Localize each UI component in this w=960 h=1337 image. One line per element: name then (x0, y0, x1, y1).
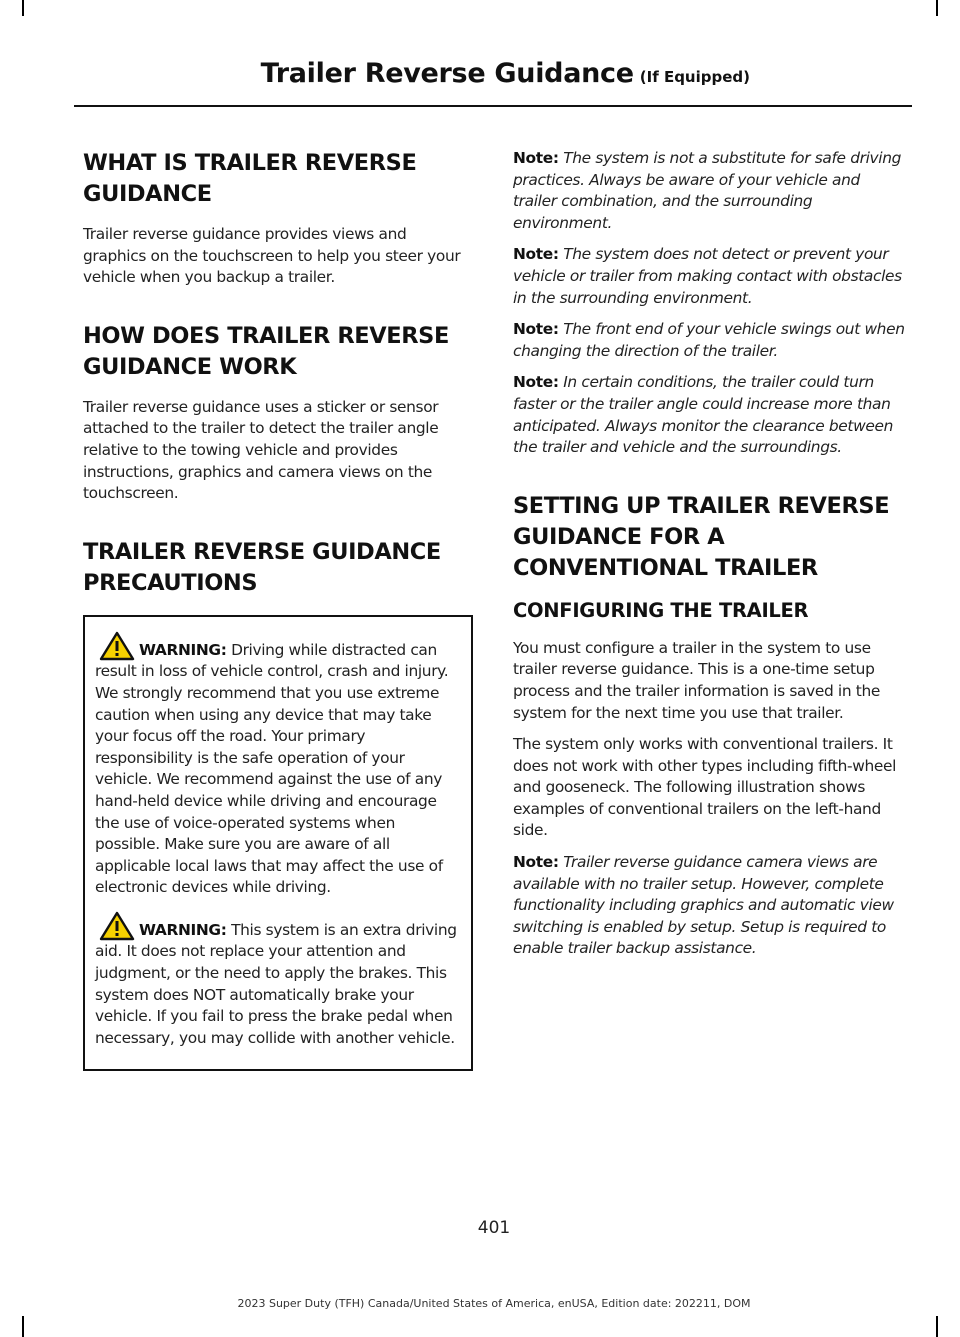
footer-text: 2023 Super Duty (TFH) Canada/United States of America, enUSA, Edition date: 202211, DOM (237, 1297, 751, 1310)
warning-2-label: WARNING: (139, 920, 227, 939)
page-number: 401 (477, 1218, 511, 1238)
note-2 (513, 244, 908, 309)
note-4-label: Note: (513, 373, 559, 392)
heading-configuring: CONFIGURING THE TRAILER (513, 598, 809, 622)
heading-precautions: TRAILER REVERSE GUIDANCE PRECAUTIONS (83, 538, 441, 596)
right-column (513, 148, 908, 970)
crop-mark-top-left (22, 0, 24, 16)
note-4 (513, 372, 908, 458)
crop-mark-top-right (936, 0, 938, 16)
note-4-text: In certain conditions, the trailer could turn faster or the trailer angle could increase more than anticipated. Always monitor the clearance between the trailer and vehicle and the surroundings. (513, 373, 893, 457)
note-1 (513, 148, 908, 234)
header-subtitle: (If Equipped) (639, 68, 750, 86)
warning-2 (95, 911, 463, 1050)
heading-what-is: WHAT IS TRAILER REVERSE GUIDANCE (83, 150, 417, 207)
warning-triangle-icon (99, 631, 135, 661)
header-title: Trailer Reverse Guidance (260, 58, 634, 89)
crop-mark-bottom-left (22, 1316, 24, 1337)
page-header (261, 58, 750, 89)
paragraph-how-does: Trailer reverse guidance uses a sticker or sensor attached to the trailer to detect the trailer angle relative to the towing vehicle and provides instructions, graphics and camera views on the touchscreen. (83, 397, 439, 503)
paragraph-what-is: Trailer reverse guidance provides views and graphics on the touchscreen to help you steer your vehicle when you backup a trailer. (83, 225, 461, 287)
paragraph-configuring-1: You must configure a trailer in the system to use trailer reverse guidance. This is a one-time setup process and the trailer information is saved in the system for the next time you use that trailer. (513, 638, 880, 722)
note-1-label: Note: (513, 149, 559, 167)
note-5 (513, 852, 908, 960)
note-2-label: Note: (513, 245, 559, 264)
heading-setting-up: SETTING UP TRAILER REVERSE GUIDANCE FOR A CONVENTIONAL TRAILER (513, 492, 890, 581)
header-rule (74, 105, 912, 107)
paragraph-configuring-2: The system only works with conventional trailers. It does not work with other types including fifth-wheel and gooseneck. The following illustration shows examples of conventional trailers on the left-hand side. (513, 735, 897, 840)
warning-box (83, 615, 473, 1072)
warning-triangle-icon (99, 911, 135, 941)
note-1-text: The system is not a substitute for safe driving practices. Always be aware of your vehicle and trailer combination, and the surrounding environment. (513, 149, 902, 232)
warning-1 (95, 631, 463, 899)
warning-1-label: WARNING: (139, 640, 227, 659)
crop-mark-bottom-right (936, 1316, 938, 1337)
note-3 (513, 319, 908, 362)
left-column (83, 148, 473, 1071)
warning-2-text: This system is an extra driving aid. It does not replace your attention and judgment, or the need to apply the brakes. This system does NOT automatically brake your vehicle. If you fail to press the brake pedal when necessary, you may collide with another vehicle. (95, 920, 457, 1047)
note-2-text: The system does not detect or prevent your vehicle or trailer from making contact with obstacles in the surrounding environment. (513, 245, 902, 307)
note-3-label: Note: (513, 320, 559, 339)
note-3-text: The front end of your vehicle swings out when changing the direction of the trailer. (513, 320, 905, 360)
warning-1-text: Driving while distracted can result in loss of vehicle control, crash and injury. We strongly recommend that you use extreme caution when using any device that may take your focus off the road. Your primary responsibility is the safe operation of your vehicle. We recommend against the use of any hand-held device while driving and encourage the use of voice-operated systems when possible. Make sure you are aware of all applicable local laws that may affect the use of electronic devices while driving. (95, 640, 449, 897)
note-5-text: Trailer reverse guidance camera views are available with no trailer setup. However, complete functionality including graphics and automatic view switching is enabled by setup. Setup is required to enable trailer backup assistance. (513, 853, 894, 958)
heading-how-does: HOW DOES TRAILER REVERSE GUIDANCE WORK (83, 322, 449, 380)
note-5-label: Note: (513, 853, 559, 872)
